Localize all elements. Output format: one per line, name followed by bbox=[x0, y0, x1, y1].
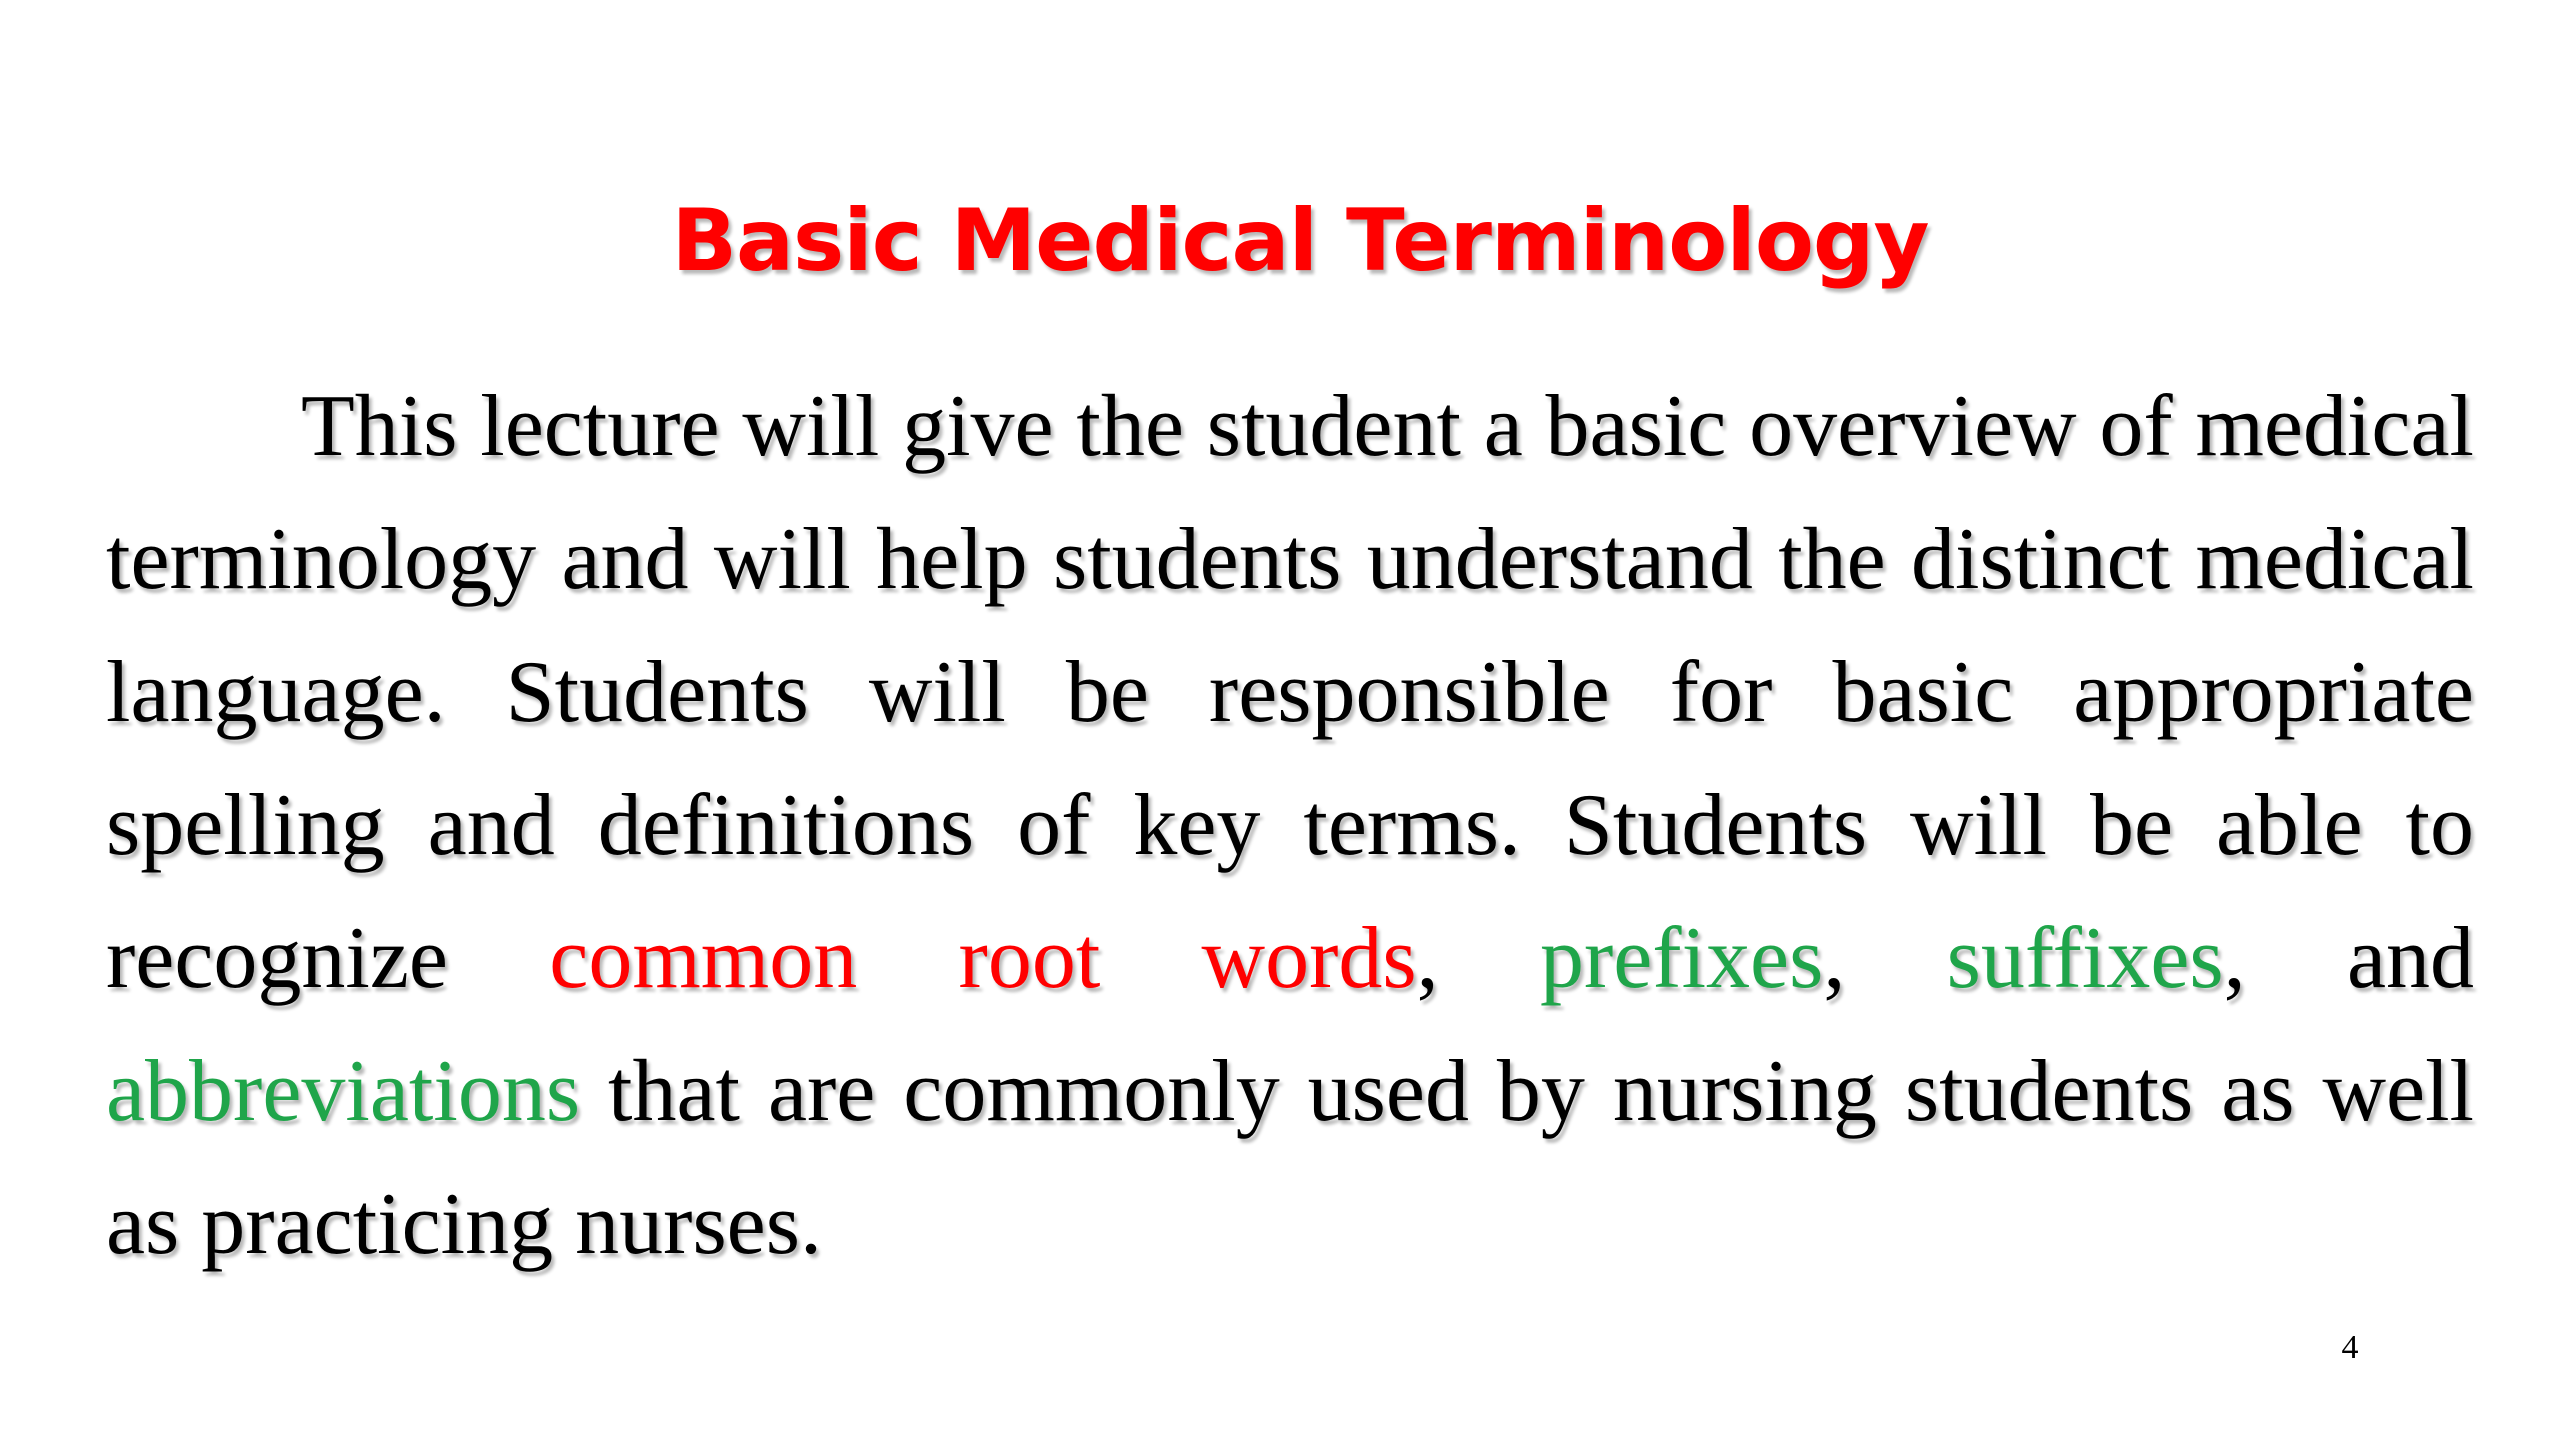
slide-title: Basic Medical Terminology bbox=[671, 191, 1929, 291]
lecture-description bbox=[106, 360, 2474, 1291]
separator-comma-2: , bbox=[1823, 910, 1947, 1007]
highlight-common-root-words: common root words bbox=[549, 910, 1417, 1007]
description-text-outro: that are commonly used by nursing students as well as practicing nurses. bbox=[106, 1043, 2474, 1273]
page-number: 4 bbox=[2341, 1329, 2359, 1366]
separator-comma-1: , bbox=[1416, 910, 1540, 1007]
highlight-suffixes: suffixes bbox=[1946, 910, 2224, 1007]
highlight-abbreviations: abbreviations bbox=[106, 1043, 581, 1140]
separator-and: , and bbox=[2223, 910, 2475, 1007]
highlight-prefixes: prefixes bbox=[1539, 910, 1824, 1007]
description-text-intro: This lecture will give the student a basic overview of medical terminology and will help students understand the distinct medical language. Students will be responsible for basic appropriate spelling and definitions of key terms. Students will be able to recognize bbox=[106, 378, 2474, 1007]
